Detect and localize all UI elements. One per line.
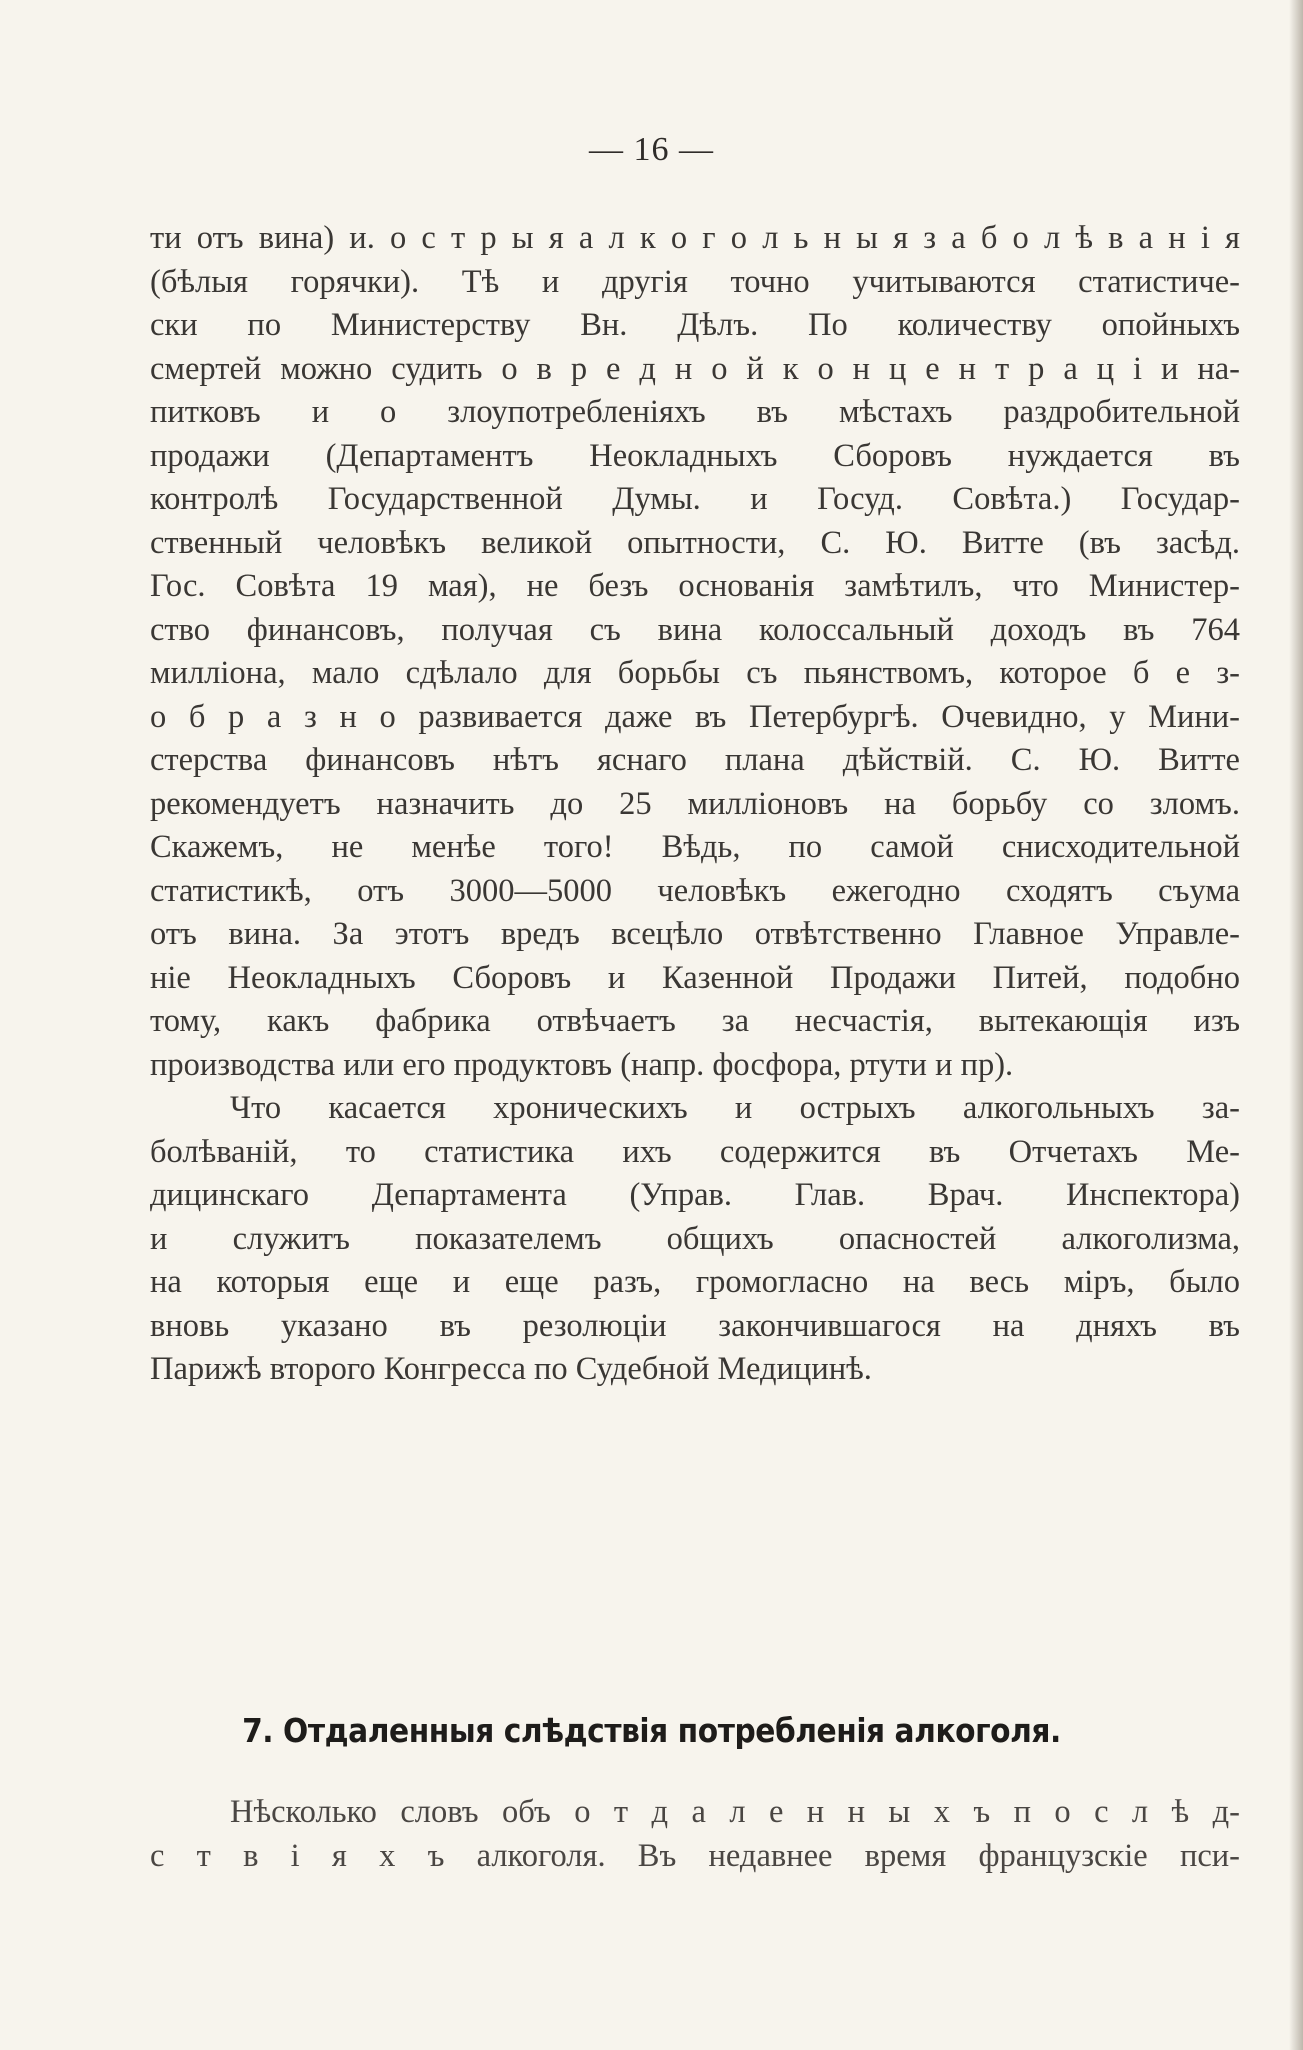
text-line: с т в і я х ъ алкоголя. Въ недавнее время французскіе пси- (150, 1837, 1240, 1874)
text-line: Что касается хроническихъ и острыхъ алкогольныхъ за- (230, 1090, 1240, 1126)
text-line: отъ вина. За этотъ вредъ всецѣло отвѣтственно Главное Управле- (150, 916, 1240, 952)
text-line: ственный человѣкъ великой опытности, С. Ю. Витте (въ засѣд. (150, 524, 1240, 561)
text-line: стерства финансовъ нѣтъ яснаго плана дѣйствій. С. Ю. Витте (150, 742, 1240, 778)
text-line: болѣваній, то статистика ихъ содержится въ Отчетахъ Ме- (150, 1133, 1240, 1170)
text-line: о б р а з н о развивается даже въ Петербургѣ. Очевидно, у Мини- (150, 698, 1240, 735)
page-edge-shadow (1289, 0, 1303, 2050)
text-line: смертей можно судить о в р е д н о й к о н ц е н т р а ц і и на- (150, 350, 1240, 387)
text-line: Парижѣ второго Конгресса по Судебной Медицинѣ. (150, 1351, 872, 1387)
text-line: милліона, мало сдѣлало для борьбы съ пьянствомъ, которое б е з- (150, 655, 1240, 691)
section-text-block (150, 1791, 1240, 1878)
text-line: ніе Неокладныхъ Сборовъ и Казенной Продажи Питей, подобно (150, 959, 1240, 996)
text-line: питковъ и о злоупотребленіяхъ въ мѣстахъ раздробительной (150, 394, 1240, 430)
page-number: — 16 — (589, 131, 714, 168)
text-line: Скажемъ, не менѣе того! Вѣдь, по самой снисходительной (150, 829, 1240, 865)
text-line: рекомендуетъ назначить до 25 милліоновъ на борьбу со зломъ. (150, 785, 1240, 822)
main-text-block (150, 217, 1240, 1392)
text-line: ски по Министерству Вн. Дѣлъ. По количеству опойныхъ (150, 307, 1240, 343)
text-line: дицинскаго Департамента (Управ. Глав. Врач. Инспектора) (150, 1177, 1240, 1213)
text-line: продажи (Департаментъ Неокладныхъ Сборовъ нуждается въ (150, 437, 1240, 474)
text-line: контролѣ Государственной Думы. и Госуд. Совѣта.) Государ- (150, 481, 1240, 517)
text-line: ти отъ вина) и. о с т р ы я а л к о г о л ь н ы я з а б о л ѣ в а н і я (150, 220, 1240, 256)
text-line: (бѣлыя горячки). Тѣ и другія точно учитываются статистиче- (150, 263, 1240, 300)
text-line: Гос. Совѣта 19 мая), не безъ основанія замѣтилъ, что Министер- (150, 568, 1240, 604)
text-line: статистикѣ, отъ 3000—5000 человѣкъ ежегодно сходятъ съума (150, 872, 1240, 909)
text-line: тому, какъ фабрика отвѣчаетъ за несчастія, вытекающія изъ (150, 1003, 1240, 1039)
text-line: на которыя еще и еще разъ, громогласно на весь міръ, было (150, 1264, 1240, 1300)
text-line: производства или его продуктовъ (напр. фосфора, ртути и пр). (150, 1046, 1014, 1083)
text-line: Нѣсколько словъ объ о т д а л е н н ы х ъ п о с л ѣ д- (230, 1794, 1240, 1830)
text-line: и служитъ показателемъ общихъ опасностей алкоголизма, (150, 1220, 1240, 1257)
section-heading: 7. Отдаленныя слѣдствія потребленія алкоголя. (242, 1711, 1061, 1750)
text-line: вновь указано въ резолюціи закончившагося на дняхъ въ (150, 1307, 1240, 1344)
text-line: ство финансовъ, получая съ вина колоссальный доходъ въ 764 (150, 611, 1240, 648)
